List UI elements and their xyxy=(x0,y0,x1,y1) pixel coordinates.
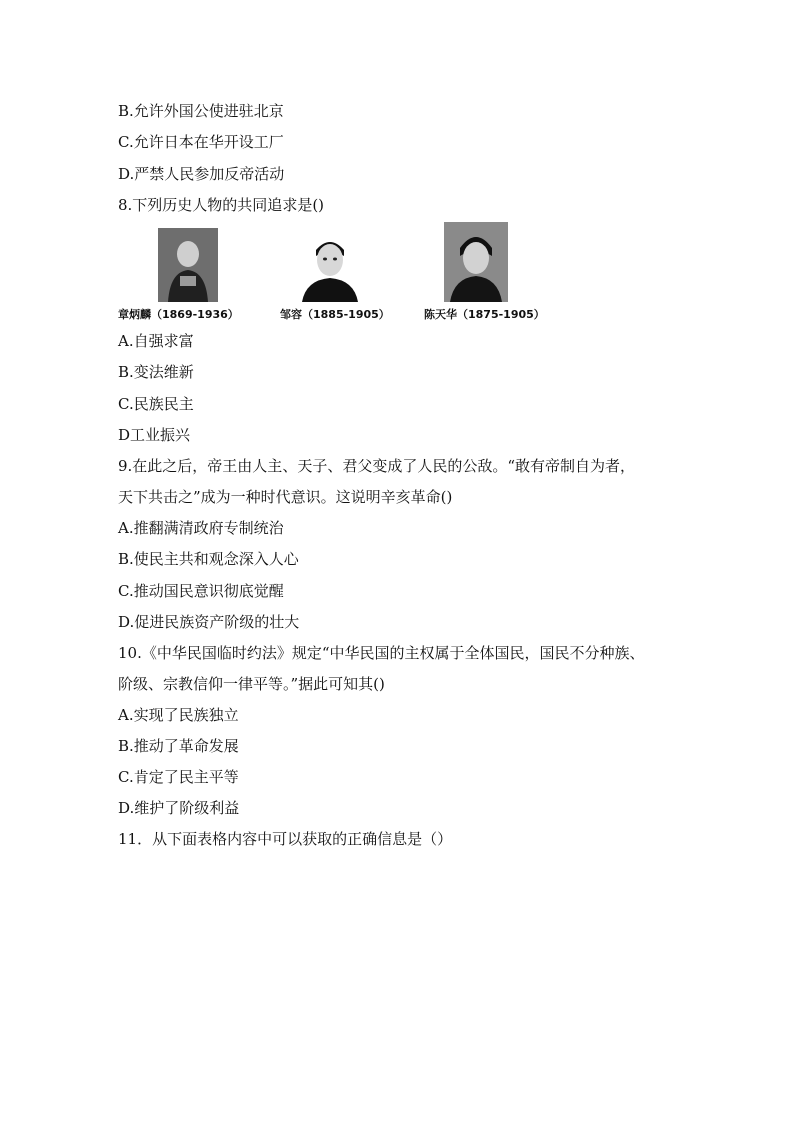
caption-chen-tianhua: 陈天华（1875-1905） xyxy=(424,308,545,321)
portrait-photo-icon xyxy=(294,230,366,302)
portrait-photo-icon xyxy=(158,228,218,302)
option-10d: D.维护了阶级利益 xyxy=(118,799,240,817)
option-9b: B.使民主共和观念深入人心 xyxy=(118,550,299,568)
question-8: 8.下列历史人物的共同追求是() xyxy=(118,196,325,214)
option-7c: C.允许日本在华开设工厂 xyxy=(118,133,284,151)
portrait-photo-icon xyxy=(444,222,508,302)
option-10c: C.肯定了民主平等 xyxy=(118,768,239,786)
question-11: 11．从下面表格内容中可以获取的正确信息是（） xyxy=(118,830,453,848)
historical-figures-photos xyxy=(118,222,568,326)
question-9-line-2: 天下共击之”成为一种时代意识。这说明辛亥革命() xyxy=(118,488,453,506)
option-10b: B.推动了革命发展 xyxy=(118,737,239,755)
option-9a: A.推翻满清政府专制统治 xyxy=(118,519,284,537)
caption-zhang-binglin: 章炳麟（1869-1936） xyxy=(118,308,239,321)
option-8b: B.变法维新 xyxy=(118,363,194,381)
option-9c: C.推动国民意识彻底觉醒 xyxy=(118,582,284,600)
option-10a: A.实现了民族独立 xyxy=(118,706,239,724)
option-7b: B.允许外国公使进驻北京 xyxy=(118,102,284,120)
question-10-line-1: 10.《中华民国临时约法》规定“中华民国的主权属于全体国民，国民不分种族、 xyxy=(118,644,645,662)
option-9d: D.促进民族资产阶级的壮大 xyxy=(118,613,300,631)
option-7d: D.严禁人民参加反帝活动 xyxy=(118,165,285,183)
caption-zou-rong: 邹容（1885-1905） xyxy=(280,308,390,321)
question-10-line-2: 阶级、宗教信仰一律平等。”据此可知其() xyxy=(118,675,385,693)
option-8d: D工业振兴 xyxy=(118,426,191,444)
question-9-line-1: 9.在此之后，帝王由人主、天子、君父变成了人民的公敌。“敢有帝制自为者， xyxy=(118,457,635,475)
option-8c: C.民族民主 xyxy=(118,395,194,413)
option-8a: A.自强求富 xyxy=(118,332,194,350)
